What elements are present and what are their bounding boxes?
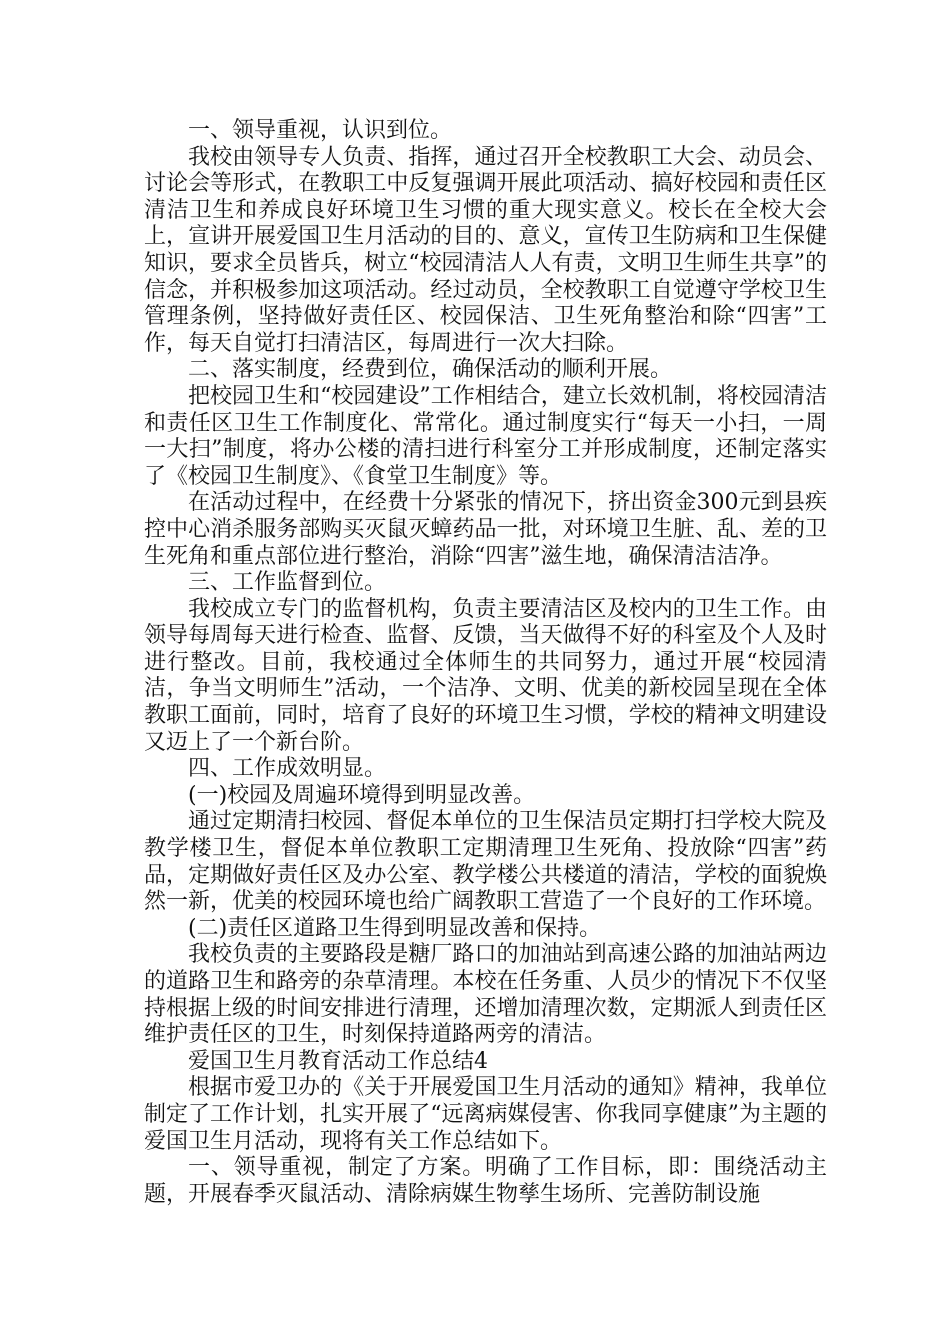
subheading-campus-environment: (一)校园及周遍环境得到明显改善。 — [188, 782, 536, 808]
paragraph-campus-environment: 通过定期清扫校园、督促本单位的卫生保洁员定期打扫学校大院及教学楼卫生，督促本单位教职工定期清理卫生死角、投放除“四害”药品，定期做好责任区及办公室、教学楼公共楼道的清洁，学校的面貌焕然一新，优美的校园环境也给广阔教职工营造了一个良好的工作环境。 — [144, 809, 827, 915]
section-title-summary-4: 爱国卫生月教育活动工作总结4 — [188, 1048, 488, 1074]
heading-leadership: 一、领导重视，认识到位。 — [188, 118, 453, 143]
paragraph-leadership-detail: 我校由领导专人负责、指挥，通过召开全校教职工大会、动员会、讨论会等形式，在教职工中反复强调开展此项活动、搞好校园和责任区清洁卫生和养成良好环境卫生习惯的重大现实意义。校长在全校大会上，宣讲开展爱国卫生月活动的目的、意义，宣传卫生防病和卫生保健知识，要求全员皆兵，树立“校园清洁人人有责，文明卫生师生共享”的信念，并积极参加这项活动。经过动员，全校教职工自觉遵守学校卫生管理条例，坚持做好责任区、校园保洁、卫生死角整治和除“四害”工作，每天自觉打扫清洁区，每周进行一次大扫除。 — [144, 144, 827, 356]
heading-results: 四、工作成效明显。 — [188, 756, 387, 782]
heading-supervision: 三、工作监督到位。 — [188, 570, 387, 596]
paragraph-supervision-detail: 我校成立专门的监督机构，负责主要清洁区及校内的卫生工作。由领导每周每天进行检查、监督、反馈，当天做得不好的科室及个人及时进行整改。目前，我校通过全体师生的共同努力，通过开展“校园清洁，争当文明师生”活动，一个洁净、文明、优美的新校园呈现在全体教职工面前，同时，培育了良好的环境卫生习惯，学校的精神文明建设又迈上了一个新台阶。 — [144, 596, 827, 755]
paragraph-funding-detail: 在活动过程中，在经费十分紧张的情况下，挤出资金300元到县疾控中心消杀服务部购买灭鼠灭蟑药品一批，对环境卫生脏、乱、差的卫生死角和重点部位进行整治，消除“四害”滋生地，确保清洁洁净。 — [144, 490, 827, 569]
paragraph-summary-4-intro: 根据市爱卫办的《关于开展爱国卫生月活动的通知》精神，我单位制定了工作计划，扎实开展了“远离病媒侵害、你我同享健康”为主题的爱国卫生月活动，现将有关工作总结如下。 — [144, 1075, 827, 1154]
paragraph-road-hygiene: 我校负责的主要路段是糖厂路口的加油站到高速公路的加油站两边的道路卫生和路旁的杂草清理。本校在任务重、人员少的情况下不仅坚持根据上级的时间安排进行清理，还增加清理次数，定期派人到责任区维护责任区的卫生，时刻保持道路两旁的清洁。 — [144, 942, 827, 1048]
subheading-road-hygiene: (二)责任区道路卫生得到明显改善和保持。 — [188, 915, 602, 941]
heading-system-funding: 二、落实制度，经费到位，确保活动的顺利开展。 — [188, 357, 673, 383]
document-body — [144, 118, 827, 1208]
paragraph-summary-4-point-1: 一、领导重视，制定了方案。明确了工作目标，即：围绕活动主题，开展春季灭鼠活动、清除病媒生物孳生场所、完善防制设施 — [144, 1155, 827, 1207]
paragraph-system-detail: 把校园卫生和“校园建设”工作相结合，建立长效机制，将校园清洁和责任区卫生工作制度化、常常化。通过制度实行“每天一小扫，一周一大扫”制度，将办公楼的清扫进行科室分工并形成制度，还制定落实了《校园卫生制度》、《食堂卫生制度》等。 — [144, 383, 827, 489]
